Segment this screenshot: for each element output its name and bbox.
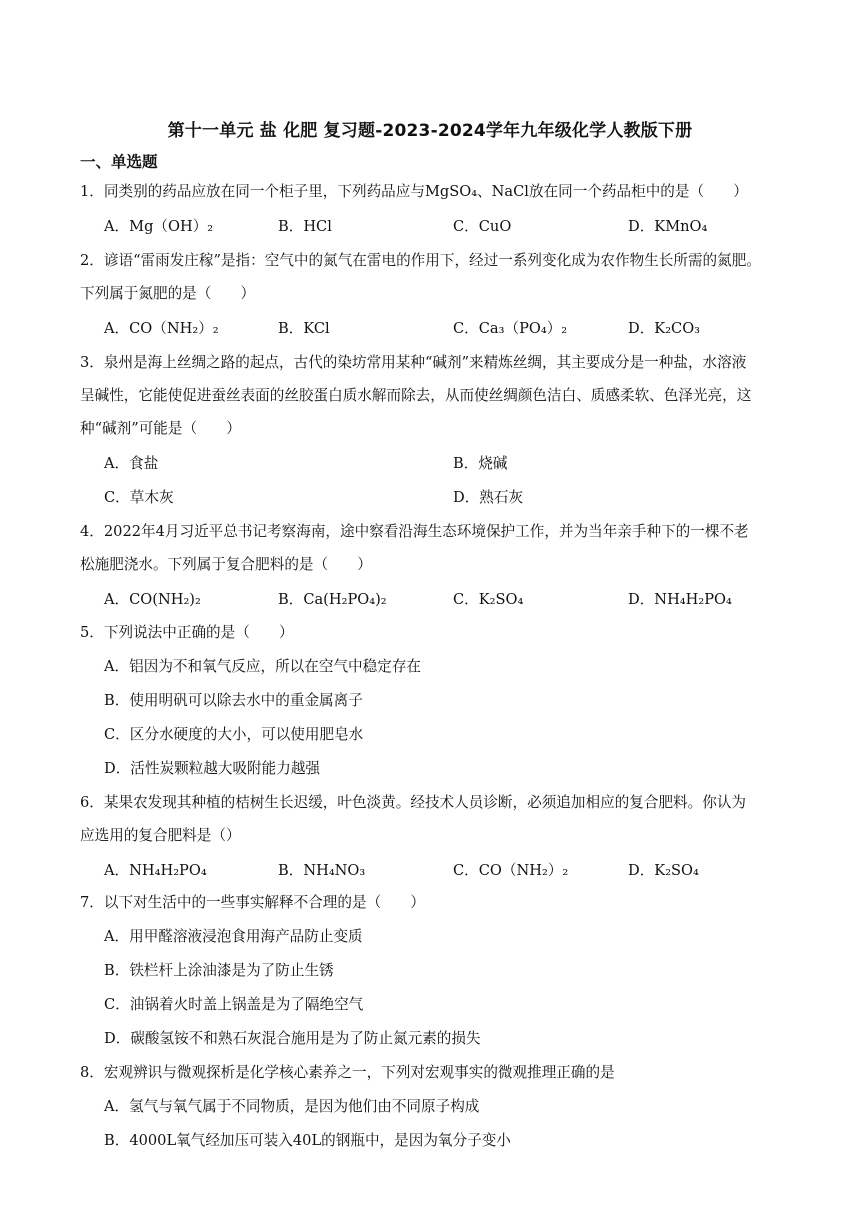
q4-option-b: B．Ca(H₂PO₄)₂ xyxy=(278,591,387,608)
q7-option-c: C．油锅着火时盖上锅盖是为了隔绝空气 xyxy=(104,996,364,1013)
q2-option-a: A．CO（NH₂）₂ xyxy=(104,320,219,337)
page-title: 第十一单元 盐 化肥 复习题-2023-2024学年九年级化学人教版下册 xyxy=(167,121,693,141)
q2-option-b: B．KCl xyxy=(278,320,330,337)
q4-option-d: D．NH₄H₂PO₄ xyxy=(628,591,732,608)
question-4-stem-line2: 松施肥浇水。下列属于复合肥料的是（ ） xyxy=(80,556,372,573)
q3-option-a: A．食盐 xyxy=(104,455,159,472)
q5-option-d: D．活性炭颗粒越大吸附能力越强 xyxy=(104,760,321,777)
question-3-stem-line2: 呈碱性，它能使促进蚕丝表面的丝胶蛋白质水解而除去，从而使丝绸颜色洁白、质感柔软、色泽光亮，这 xyxy=(80,387,752,404)
q5-option-c: C．区分水硬度的大小，可以使用肥皂水 xyxy=(104,726,364,743)
q6-option-a: A．NH₄H₂PO₄ xyxy=(104,862,207,879)
q7-option-d: D．碳酸氢铵不和熟石灰混合施用是为了防止氮元素的损失 xyxy=(104,1030,481,1047)
question-2-stem-line1: 2．谚语“雷雨发庄稼”是指：空气中的氮气在雷电的作用下，经过一系列变化成为农作物生长所需的氮肥。 xyxy=(80,252,761,269)
q7-option-a: A．用甲醛溶液浸泡食用海产品防止变质 xyxy=(104,928,363,945)
q8-option-a: A．氢气与氧气属于不同物质，是因为他们由不同原子构成 xyxy=(104,1098,480,1115)
q1-option-a: A．Mg（OH）₂ xyxy=(104,218,214,235)
question-6-stem-line1: 6．某果农发现其种植的桔树生长迟缓，叶色淡黄。经技术人员诊断，必须追加相应的复合肥料。你认为 xyxy=(80,794,747,811)
q1-option-d: D．KMnO₄ xyxy=(628,218,708,235)
question-5-stem: 5．下列说法中正确的是（ ） xyxy=(80,624,294,641)
q7-option-b: B．铁栏杆上涂油漆是为了防止生锈 xyxy=(104,962,334,979)
question-2-stem-line2: 下列属于氮肥的是（ ） xyxy=(80,285,256,302)
q4-option-a: A．CO(NH₂)₂ xyxy=(104,591,201,608)
q6-option-c: C．CO（NH₂）₂ xyxy=(453,862,569,879)
q3-option-b: B．烧碱 xyxy=(453,455,508,472)
section-heading: 一、单选题 xyxy=(80,153,158,171)
q2-option-d: D．K₂CO₃ xyxy=(628,320,701,337)
question-4-stem-line1: 4．2022年4月习近平总书记考察海南，途中察看沿海生态环境保护工作，并为当年亲手种下的一棵不老 xyxy=(80,523,749,540)
q3-option-c: C．草木灰 xyxy=(104,489,174,506)
question-3-stem-line1: 3．泉州是海上丝绸之路的起点，古代的染坊常用某种“碱剂”来精炼丝绸，其主要成分是一种盐，水溶液 xyxy=(80,354,747,371)
q8-option-b: B．4000L氧气经加压可装入40L的钢瓶中，是因为氧分子变小 xyxy=(104,1132,511,1149)
question-7-stem: 7．以下对生活中的一些事实解释不合理的是（ ） xyxy=(80,894,425,911)
q2-option-c: C．Ca₃（PO₄）₂ xyxy=(453,320,568,337)
q1-option-c: C．CuO xyxy=(453,218,512,235)
q1-option-b: B．HCl xyxy=(278,218,332,235)
question-3-stem-line3: 种“碱剂”可能是（ ） xyxy=(80,420,241,437)
q3-option-d: D．熟石灰 xyxy=(453,489,524,506)
q6-option-d: D．K₂SO₄ xyxy=(628,862,699,879)
q5-option-a: A．铝因为不和氧气反应，所以在空气中稳定存在 xyxy=(104,658,422,675)
question-8-stem: 8．宏观辨识与微观探析是化学核心素养之一，下列对宏观事实的微观推理正确的是 xyxy=(80,1064,615,1081)
q5-option-b: B．使用明矾可以除去水中的重金属离子 xyxy=(104,692,363,709)
question-6-stem-line2: 应选用的复合肥料是（） xyxy=(80,827,241,844)
q6-option-b: B．NH₄NO₃ xyxy=(278,862,366,879)
question-1-stem: 1．同类别的药品应放在同一个柜子里，下列药品应与MgSO₄、NaCl放在同一个药品柜中的是（ ） xyxy=(80,183,748,200)
q4-option-c: C．K₂SO₄ xyxy=(453,591,524,608)
